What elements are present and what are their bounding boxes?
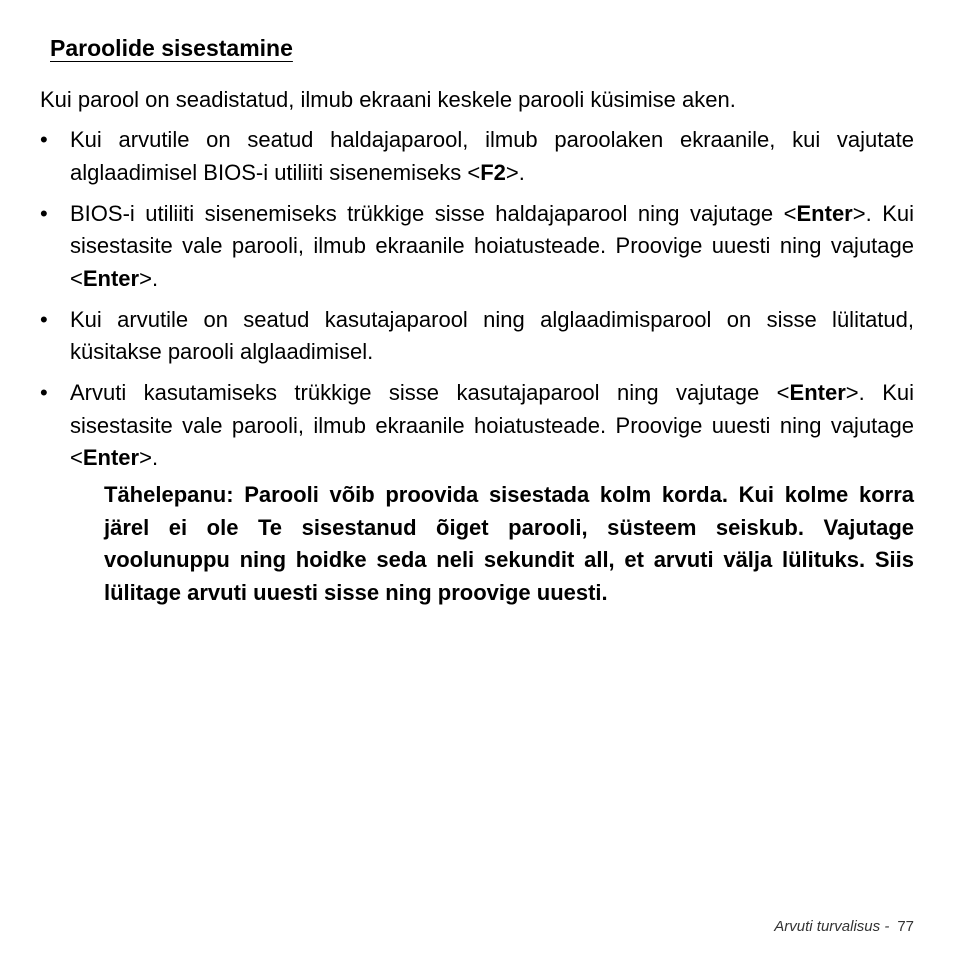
bullet-icon: • xyxy=(40,127,48,152)
page-footer xyxy=(774,918,914,935)
key-name: Enter xyxy=(796,200,853,226)
text-segment: >. Kui sisestasite vale parooli, ilmub ekraanile hoiatusteade. Proovige uuesti ning vajutage < xyxy=(70,200,914,291)
key-name: Enter xyxy=(82,445,140,470)
list-item xyxy=(40,198,914,296)
text-segment: Kui arvutile on seatud kasutajaparool ning alglaadimisparool on sisse lülitatud, küsitakse parooli alglaadimisel. xyxy=(70,306,914,364)
text-segment: Arvuti kasutamiseks trükkige sisse kasutajaparool ning vajutage < xyxy=(70,380,790,405)
text-segment: >. xyxy=(139,445,159,470)
footer-section-title: Arvuti turvalisus - xyxy=(774,918,890,935)
bullet-text xyxy=(70,380,914,470)
bullet-text xyxy=(70,127,914,185)
bullet-icon: • xyxy=(40,380,48,405)
text-segment: BIOS-i utiliiti sisenemiseks trükkige sisse haldajaparool ning vajutage < xyxy=(70,200,797,226)
text-segment: >. xyxy=(139,265,159,291)
intro-paragraph: Kui parool on seadistatud, ilmub ekraani keskele parooli küsimise aken. xyxy=(40,87,736,112)
text-segment: >. xyxy=(505,159,525,185)
text-segment: >. Kui sisestasite vale parooli, ilmub ekraanile hoiatusteade. Proovige uuesti ning vajutage < xyxy=(70,380,914,470)
bullet-list xyxy=(40,124,914,483)
bullet-icon: • xyxy=(40,306,48,332)
bullet-text xyxy=(70,201,914,291)
key-name: F2 xyxy=(480,159,506,185)
key-name: Enter xyxy=(82,265,140,291)
warning-note: Tähelepanu: Parooli võib proovida sisestada kolm korda. Kui kolme korra järel ei ole Te sisestanud õiget parooli, süsteem seiskub. Vajutage voolunuppu ning hoidke seda neli sekundit all, et arvuti välja lülituks. Siis lülitage arvuti uuesti sisse ning proovige uuesti. xyxy=(104,482,914,605)
key-name: Enter xyxy=(789,380,846,405)
list-item xyxy=(40,124,914,189)
bullet-text xyxy=(70,307,914,365)
list-item xyxy=(40,304,914,369)
bullet-icon: • xyxy=(40,200,48,226)
list-item xyxy=(40,377,914,475)
text-segment: Kui arvutile on seatud haldajaparool, ilmub paroolaken ekraanile, kui vajutate alglaadimisel BIOS-i utiliiti sisenemiseks < xyxy=(70,127,914,185)
page-number: 77 xyxy=(897,918,914,935)
section-heading: Paroolide sisestamine xyxy=(50,35,293,61)
